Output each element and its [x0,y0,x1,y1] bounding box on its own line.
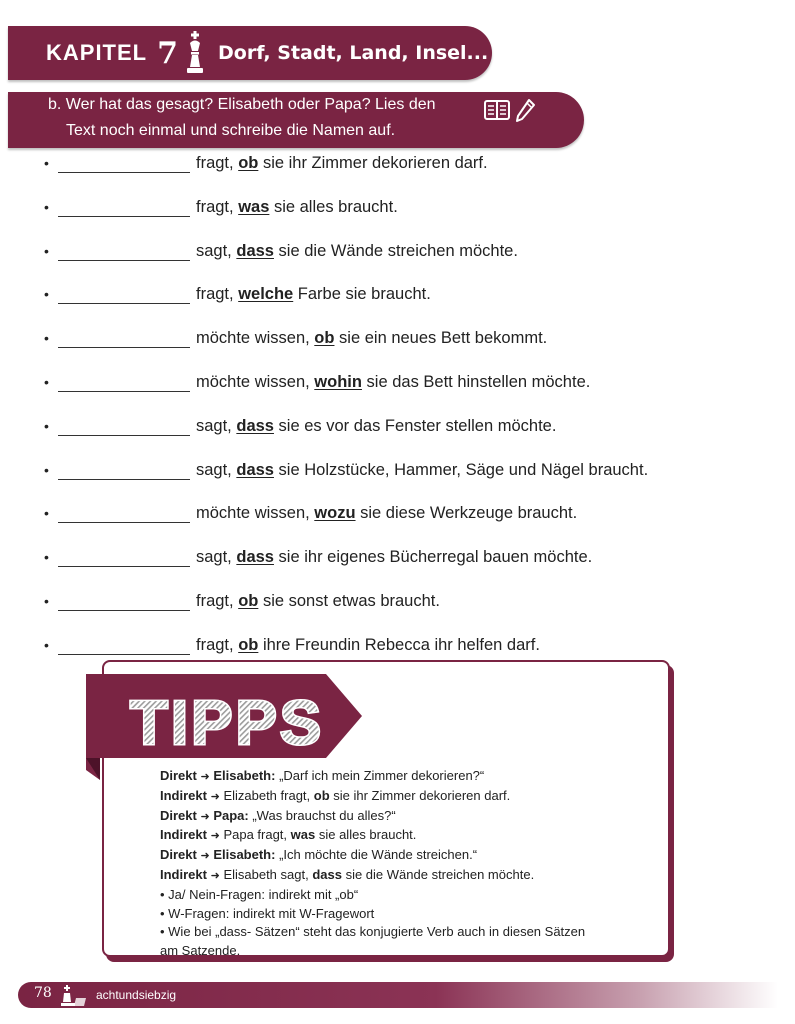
page-number: 78 [34,985,52,1001]
tips-post: sie die Wände streichen möchte. [341,866,535,882]
sentence-item [44,373,744,417]
tips-quote: „Was brauchst du alles?“ [248,807,396,823]
sentence-rest: sie die Wände streichen möchte. [273,241,518,260]
tips-speaker: Elisabeth: [213,768,276,783]
tips-row [160,767,585,787]
sentence-rest: sie alles braucht. [269,197,398,216]
sentence-item [44,285,744,329]
arrow-right-icon: ➜ [200,771,210,783]
tips-post: sie alles braucht. [315,827,417,843]
chapter-banner [8,26,492,80]
tips-title: TIPPS [130,689,325,758]
tips-keyword: was [290,827,316,843]
sentence-keyword: dass [236,416,274,435]
tips-row [160,866,585,886]
sentence-rest: sie ihr eigenes Bücherregal bauen möchte. [273,548,593,567]
arrow-right-icon: ➜ [200,850,210,863]
bullet: • [44,242,49,259]
answer-blank[interactable] [58,504,190,523]
answer-blank[interactable] [58,417,190,436]
tips-label: Indirekt [160,787,207,803]
sentence-item [44,548,744,592]
tips-row [160,787,585,807]
sentence-rest: ihre Freundin Rebecca ihr helfen darf. [258,635,540,654]
sentence-keyword: welche [238,285,294,304]
answer-blank[interactable] [58,154,190,173]
sentence-item [44,329,744,373]
sentence-keyword: ob [238,154,259,172]
sentence-verb: sagt, [196,460,237,479]
sentence-rest: sie ihr Zimmer dekorieren darf. [258,154,488,172]
sentence-item [44,198,744,242]
sentence-rest: sie Holzstücke, Hammer, Säge und Nägel braucht. [273,460,649,479]
tips-pre: Elizabeth fragt, [223,787,314,803]
tips-speaker: Elisabeth: [213,847,276,863]
tips-row [160,826,585,846]
answer-blank[interactable] [58,373,190,392]
sentence-rest: sie es vor das Fenster stellen möchte. [273,416,557,435]
sentence-rest: sie das Bett hinstellen möchte. [361,372,591,391]
tips-content [160,767,585,961]
tips-label: Indirekt [160,827,207,843]
sentence-keyword: wohin [314,372,362,391]
bullet: • [44,417,49,434]
bullet: • [44,592,49,609]
sentence-verb: möchte wissen, [196,329,315,348]
bullet: • [44,636,49,653]
answer-blank[interactable] [58,548,190,567]
sentence-keyword: ob [238,591,259,610]
tips-quote: „Ich möchte die Wände streichen.“ [275,847,478,863]
answer-blank[interactable] [58,592,190,611]
tips-note: am Satzende. [160,943,241,959]
sentence-item [44,417,744,461]
answer-blank[interactable] [58,636,190,655]
tips-note: • Wie bei „dass- Sätzen“ steht das konjugierte Verb auch in diesen Sätzen [160,924,586,940]
sentence-rest: sie sonst etwas braucht. [258,591,440,610]
chapter-number: 7 [157,35,178,71]
sentence-rest: sie ein neues Bett bekommt. [334,329,548,348]
sentence-verb: fragt, [196,591,239,610]
answer-blank[interactable] [58,329,190,348]
sentence-verb: möchte wissen, [196,372,315,391]
instruction-line-2: Text noch einmal und schreibe die Namen auf. [66,122,396,139]
bullet: • [44,549,49,566]
pencil-icon [514,98,536,124]
sentence-keyword: ob [238,635,259,654]
tips-keyword: dass [312,866,342,882]
sentence-verb: fragt, [196,285,239,304]
sentence-item [44,242,744,286]
tips-label: Indirekt [160,866,207,882]
chapter-title: Dorf, Stadt, Land, Insel... [218,42,489,64]
arrow-right-icon: ➜ [210,790,220,803]
sentence-item [44,461,744,505]
tips-row [160,807,585,827]
instruction-line-1: b. Wer hat das gesagt? Elisabeth oder Papa? Lies den [48,96,436,113]
sentence-verb: fragt, [196,635,239,654]
arrow-right-icon: ➜ [210,869,220,882]
sentence-item [44,592,744,636]
tips-quote: „Darf ich mein Zimmer dekorieren?“ [275,768,485,783]
answer-blank[interactable] [58,285,190,304]
bullet: • [44,286,49,303]
tips-keyword: ob [313,787,330,803]
answer-blank[interactable] [58,242,190,261]
sentence-verb: fragt, [196,154,239,172]
instruction-banner [8,92,584,148]
bullet: • [44,505,49,522]
sentence-verb: sagt, [196,548,237,567]
page-number-word: achtundsiebzig [96,988,177,1002]
tips-note: • W-Fragen: indirekt mit W-Fragewort [160,905,375,921]
sentence-keyword: dass [236,548,274,567]
chess-piece-icon [60,984,88,1008]
answer-blank[interactable] [58,461,190,480]
bullet: • [44,155,49,171]
sentence-verb: sagt, [196,241,237,260]
sentence-item [44,504,744,548]
book-icon [484,98,510,122]
chapter-label: KAPITEL [46,40,148,65]
bullet: • [44,330,49,347]
sentence-verb: sagt, [196,416,237,435]
bullet: • [44,198,49,215]
sentence-list [44,154,744,680]
sentence-keyword: was [238,197,270,216]
tips-row [160,846,585,866]
sentence-keyword: dass [236,241,274,260]
tips-label: Direkt [160,768,197,783]
arrow-right-icon: ➜ [210,830,220,843]
tips-label: Direkt [160,807,197,823]
arrow-right-icon: ➜ [200,810,210,823]
tips-pre: Papa fragt, [223,827,291,843]
tips-note: • Ja/ Nein-Fragen: indirekt mit „ob“ [160,886,359,902]
chess-king-icon [184,31,206,75]
bullet: • [44,461,49,478]
sentence-rest: sie diese Werkzeuge braucht. [355,504,578,523]
answer-blank[interactable] [58,198,190,217]
tips-pre: Elisabeth sagt, [223,866,313,882]
tips-label: Direkt [160,847,197,863]
sentence-keyword: wozu [314,504,356,523]
sentence-rest: Farbe sie braucht. [293,285,431,304]
sentence-verb: möchte wissen, [196,504,315,523]
bullet: • [44,373,49,390]
sentence-item [44,154,744,198]
sentence-verb: fragt, [196,197,239,216]
tips-speaker: Papa: [213,807,249,823]
sentence-keyword: dass [236,460,274,479]
sentence-keyword: ob [314,329,335,348]
tips-post: sie ihr Zimmer dekorieren darf. [329,787,511,803]
